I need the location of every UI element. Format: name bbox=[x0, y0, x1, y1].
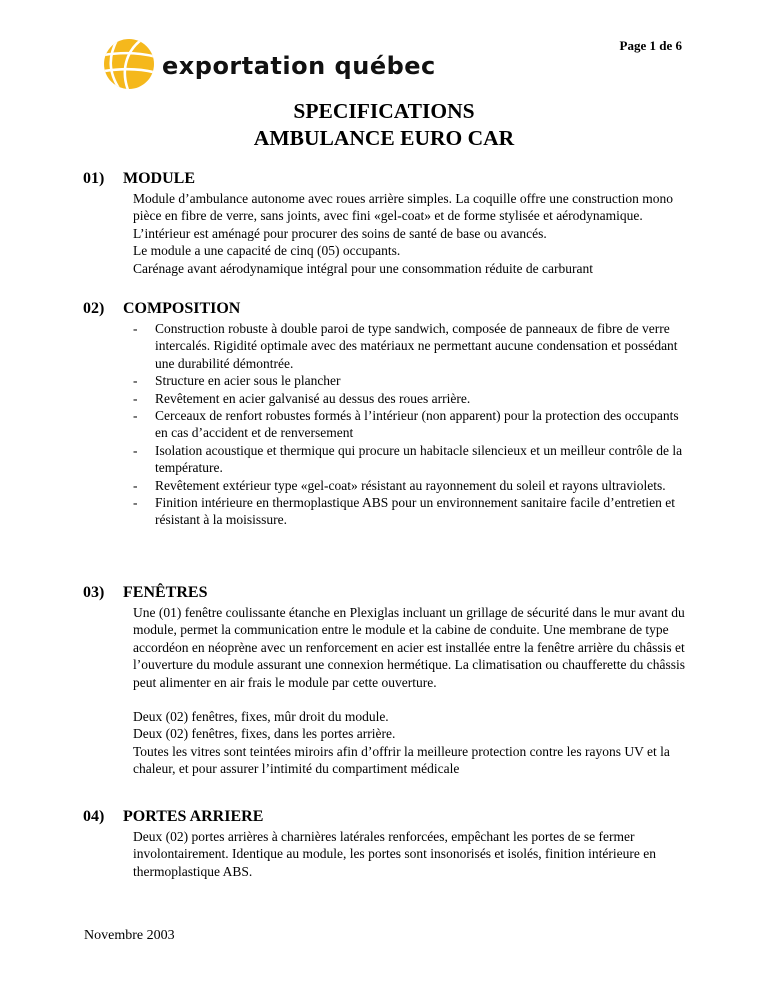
paragraph: Module d’ambulance autonome avec roues arrière simples. La coquille offre une construction mono pièce en fibre de verre, sans joints, avec fini «gel-coat» et de forme stylisée et aérodynamique. L’intérieur est aménagé pour procurer des soins de santé de base ou avancés. bbox=[133, 191, 673, 241]
section-title: PORTES ARRIERE bbox=[123, 808, 264, 825]
list-item: - Revêtement extérieur type «gel-coat» résistant au rayonnement du soleil et rayons ultraviolets. bbox=[133, 477, 693, 494]
section-heading-portes-arriere bbox=[83, 808, 263, 826]
list-item: - Structure en acier sous le plancher bbox=[133, 372, 693, 389]
section-number: 03) bbox=[83, 584, 105, 601]
list-item-text: Construction robuste à double paroi de type sandwich, composée de panneaux de fibre de verre intercalés. Rigidité optimale avec des matériaux ne permettant aucune condensation et possédant une durabilité démontrée. bbox=[155, 321, 678, 371]
page-number: Page 1 de 6 bbox=[619, 38, 682, 53]
globe-logo-icon bbox=[98, 38, 160, 90]
document-title bbox=[0, 98, 768, 152]
section-heading-module bbox=[83, 170, 195, 188]
section-body-portes-arriere bbox=[133, 828, 693, 880]
list-item-text: Revêtement extérieur type «gel-coat» résistant au rayonnement du soleil et rayons ultraviolets. bbox=[155, 477, 666, 493]
company-logo bbox=[98, 38, 160, 95]
paragraph: Deux (02) fenêtres, fixes, dans les portes arrière. bbox=[133, 726, 396, 742]
list-item: - Finition intérieure en thermoplastique ABS pour un environnement sanitaire facile d’entretien et résistant à la moisissure. bbox=[133, 494, 693, 529]
paragraph: Toutes les vitres sont teintées miroirs afin d’offrir la meilleure protection contre les rayons UV et la chaleur, et pour assurer l’intimité du compartiment médicale bbox=[133, 743, 670, 777]
paragraph: Une (01) fenêtre coulissante étanche en Plexiglas incluant un grillage de sécurité dans le mur avant du module, permet la communication entre le module et la cabine de conduite. Une membrane de type accordéon en néoprène avec un renforcement en acier est installée entre la fenêtre arrière du châssis et l’ouverture du module assurant une connexion hermétique. La climatisation ou chaufferette du châssis peut alimenter en air frais le module par cette ouverture. bbox=[133, 605, 685, 690]
title-line-2: AMBULANCE EURO CAR bbox=[253, 126, 515, 150]
list-item-text: Finition intérieure en thermoplastique ABS pour un environnement sanitaire facile d’entretien et résistant à la moisissure. bbox=[155, 495, 675, 528]
paragraph: Deux (02) fenêtres, fixes, mûr droit du module. bbox=[133, 709, 389, 725]
section-number: 01) bbox=[83, 170, 105, 187]
list-item: - Construction robuste à double paroi de type sandwich, composée de panneaux de fibre de verre intercalés. Rigidité optimale avec des matériaux ne permettant aucune condensation et possédant une durabilité démontrée. bbox=[133, 320, 693, 372]
list-item: - Revêtement en acier galvanisé au dessus des roues arrière. bbox=[133, 390, 693, 407]
paragraph: Le module a une capacité de cinq (05) occupants. bbox=[133, 243, 401, 259]
list-item: - Isolation acoustique et thermique qui procure un habitacle silencieux et un meilleur contrôle de la température. bbox=[133, 442, 693, 477]
section-heading-composition bbox=[83, 300, 240, 318]
section-body-fenetres bbox=[133, 604, 693, 778]
section-heading-fenetres bbox=[83, 584, 207, 602]
footer-date: Novembre 2003 bbox=[84, 928, 175, 943]
paragraph: Deux (02) portes arrières à charnières latérales renforcées, empêchant les portes de se fermer involontairement. Identique au module, les portes sont insonorisés et isolés, finition intérieure en thermoplastique ABS. bbox=[133, 829, 657, 879]
logo-text: exportation québec bbox=[162, 52, 436, 80]
section-number: 02) bbox=[83, 300, 105, 317]
title-line-1: SPECIFICATIONS bbox=[293, 99, 475, 123]
section-body-module bbox=[133, 190, 693, 277]
section-number: 04) bbox=[83, 808, 105, 825]
list-item-text: Structure en acier sous le plancher bbox=[155, 373, 341, 389]
list-item-text: Revêtement en acier galvanisé au dessus des roues arrière. bbox=[155, 390, 471, 406]
section-title: MODULE bbox=[123, 170, 195, 187]
section-title: FENÊTRES bbox=[123, 584, 208, 601]
list-item-text: Cerceaux de renfort robustes formés à l’intérieur (non apparent) pour la protection des occupants en cas d’accident et de renversement bbox=[155, 408, 679, 441]
composition-list bbox=[133, 320, 693, 529]
list-item: - Cerceaux de renfort robustes formés à l’intérieur (non apparent) pour la protection des occupants en cas d’accident et de renversement bbox=[133, 407, 693, 442]
paragraph: Carénage avant aérodynamique intégral pour une consommation réduite de carburant bbox=[133, 260, 593, 276]
list-item-text: Isolation acoustique et thermique qui procure un habitacle silencieux et un meilleur contrôle de la température. bbox=[155, 442, 683, 476]
section-title: COMPOSITION bbox=[123, 300, 241, 317]
